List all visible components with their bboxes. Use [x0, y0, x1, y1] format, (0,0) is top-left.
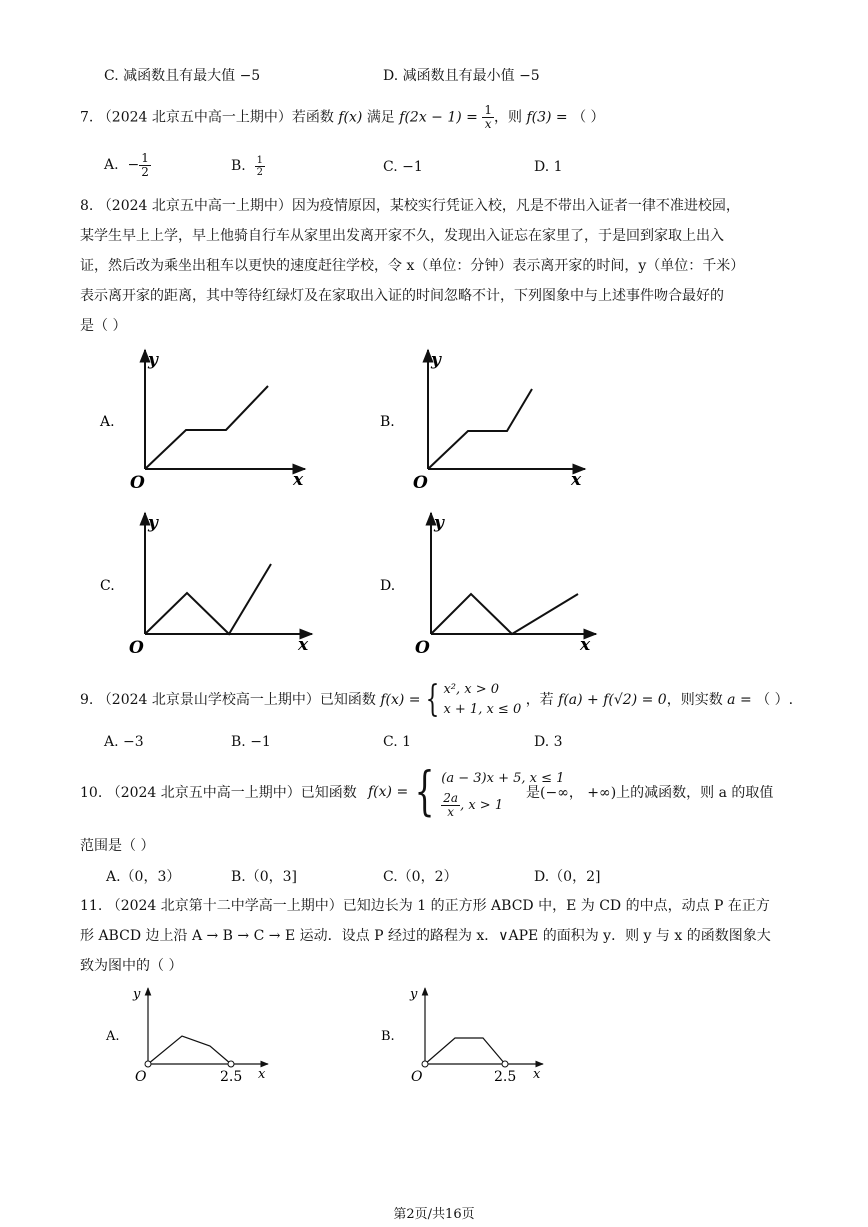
- q11-graph-b-curve: [425, 1038, 505, 1064]
- q11-graph-a: [105, 987, 268, 1085]
- q8-graph-a-y: y: [148, 350, 158, 370]
- q11-graph-b-x: x: [533, 1067, 541, 1082]
- q10-option-a: A.（0，3）: [106, 869, 181, 885]
- q7-option-b: B. $\frac{1}{2}$: [231, 154, 264, 178]
- q8-graph-a-curve: [145, 386, 268, 469]
- q8-graph-b: [380, 350, 585, 493]
- q11-graph-a-y: y: [133, 987, 141, 1002]
- q10-option-d: D.（0，2]: [534, 869, 601, 885]
- q8-graph-d-origin: O: [415, 638, 430, 658]
- q9-cases: x², x > 0 x + 1, x ≤ 0: [443, 682, 522, 717]
- q11-line-2: 形 ABCD 边上沿 A → B → C → E 运动．设点 P 经过的路程为 x．∨APE 的面积为 y．则 y 与 x 的函数图象大: [80, 928, 771, 944]
- q6-option-d: D. 减函数且有最小值 −5: [383, 68, 540, 84]
- q8-graph-c: [100, 513, 312, 658]
- q8-graph-b-y: y: [431, 350, 441, 370]
- q8-graph-a-origin: O: [130, 473, 145, 493]
- q8-line-2: 某学生早上上学，早上他骑自行车从家里出发离开家不久，发现出入证忘在家里了，于是回到家取上出入: [80, 228, 724, 244]
- q8-graph-c-y: y: [148, 513, 158, 533]
- q10-prefix: 10. （2024 北京五中高一上期中）已知函数: [80, 785, 357, 801]
- q8-graph-b-origin: O: [413, 473, 428, 493]
- q8-graph-d-x: x: [580, 635, 591, 655]
- q10-option-b: B.（0，3]: [231, 869, 298, 885]
- q9-option-d: D. 3: [534, 734, 563, 750]
- q8-graph-d: [380, 513, 596, 658]
- q9-option-b: B. −1: [231, 734, 271, 750]
- q8-graph-d-label: D.: [380, 578, 396, 594]
- q11-graph-a-label: A.: [106, 1029, 120, 1044]
- q7-option-d: D. 1: [534, 159, 563, 175]
- q11-graph-a-origin: O: [135, 1069, 147, 1085]
- q11-graph-b: [381, 987, 543, 1085]
- q8-graph-a-x: x: [293, 470, 304, 490]
- q11-graph-a-x: x: [258, 1067, 266, 1082]
- q8-graph-c-curve: [145, 564, 271, 634]
- q7-option-c: C. −1: [383, 159, 423, 175]
- q8-graph-a-label: A.: [100, 414, 115, 430]
- q8-line-3: 证，然后改为乘坐出租车以更快的速度赶往学校，令 x（单位：分钟）表示离开家的时间，y（单位：千米）: [80, 258, 745, 274]
- q10-option-c: C.（0，2）: [383, 869, 458, 885]
- q10-function: f(x) = { (a − 3)x + 5, x ≤ 1 $\frac{2a}{x}$ , x > 1: [368, 762, 565, 822]
- q7-option-a: A. − $\frac{1}{2}$: [104, 150, 149, 179]
- q11-graph-b-tick: 2.5: [494, 1069, 517, 1085]
- q9-option-c: C. 1: [383, 734, 412, 750]
- q9-option-a: A. −3: [104, 734, 144, 750]
- q11-graph-a-curve: [148, 1036, 231, 1064]
- q8-graph-b-x: x: [571, 470, 582, 490]
- q7-fraction: $\frac{1}{x}$: [484, 103, 492, 131]
- q8-line-5: 是（ ）: [80, 318, 127, 334]
- q8-line-4: 表示离开家的距离，其中等待红绿灯及在家取出入证的时间忽略不计，下列图象中与上述事件吻合最好的: [80, 288, 724, 304]
- q11-line-3: 致为图中的（ ）: [80, 958, 183, 974]
- q8-line-1: 8. （2024 北京五中高一上期中）因为疫情原因，某校实行凭证入校，凡是不带出入证者一律不准进校园，: [80, 198, 740, 214]
- q11-graph-b-origin: O: [411, 1069, 423, 1085]
- q11-graph-b-label: B.: [381, 1029, 395, 1044]
- q8-graph-c-origin: O: [129, 638, 144, 658]
- q11-graph-b-y: y: [410, 987, 418, 1002]
- q8-graph-c-x: x: [298, 635, 309, 655]
- q6-option-c: C. 减函数且有最大值 −5: [104, 68, 261, 84]
- q8-graph-d-curve: [431, 594, 578, 634]
- q10-tail: 是(−∞， +∞)上的减函数，则 a 的取值: [526, 785, 774, 801]
- q11-graph-a-tick: 2.5: [220, 1069, 243, 1085]
- q8-graph-c-label: C.: [100, 578, 115, 594]
- q7-stem: 7. （2024 北京五中高一上期中）若函数 f(x) 满足 f(2x − 1) = $\frac{1}{x}$ ，则 f(3) = （ ）: [80, 103, 605, 131]
- q10-line-2: 范围是（ ）: [80, 838, 155, 854]
- page-footer: 第2页/共16页: [393, 1207, 475, 1222]
- q9-stem: 9. （2024 北京景山学校高一上期中）已知函数 f(x) = { x², x > 0 x + 1, x ≤ 0 ，若 f(a) + f(√2) = 0，则实数 a = （ ）.: [80, 679, 794, 720]
- q8-graph-b-curve: [428, 389, 532, 469]
- q8-graph-d-y: y: [434, 513, 444, 533]
- q8-graph-a: [99, 350, 305, 493]
- q11-line-1: 11. （2024 北京第十二中学高一上期中）已知边长为 1 的正方形 ABCD 中，E 为 CD 的中点，动点 P 在正方: [80, 898, 770, 914]
- q8-graph-b-label: B.: [380, 414, 395, 430]
